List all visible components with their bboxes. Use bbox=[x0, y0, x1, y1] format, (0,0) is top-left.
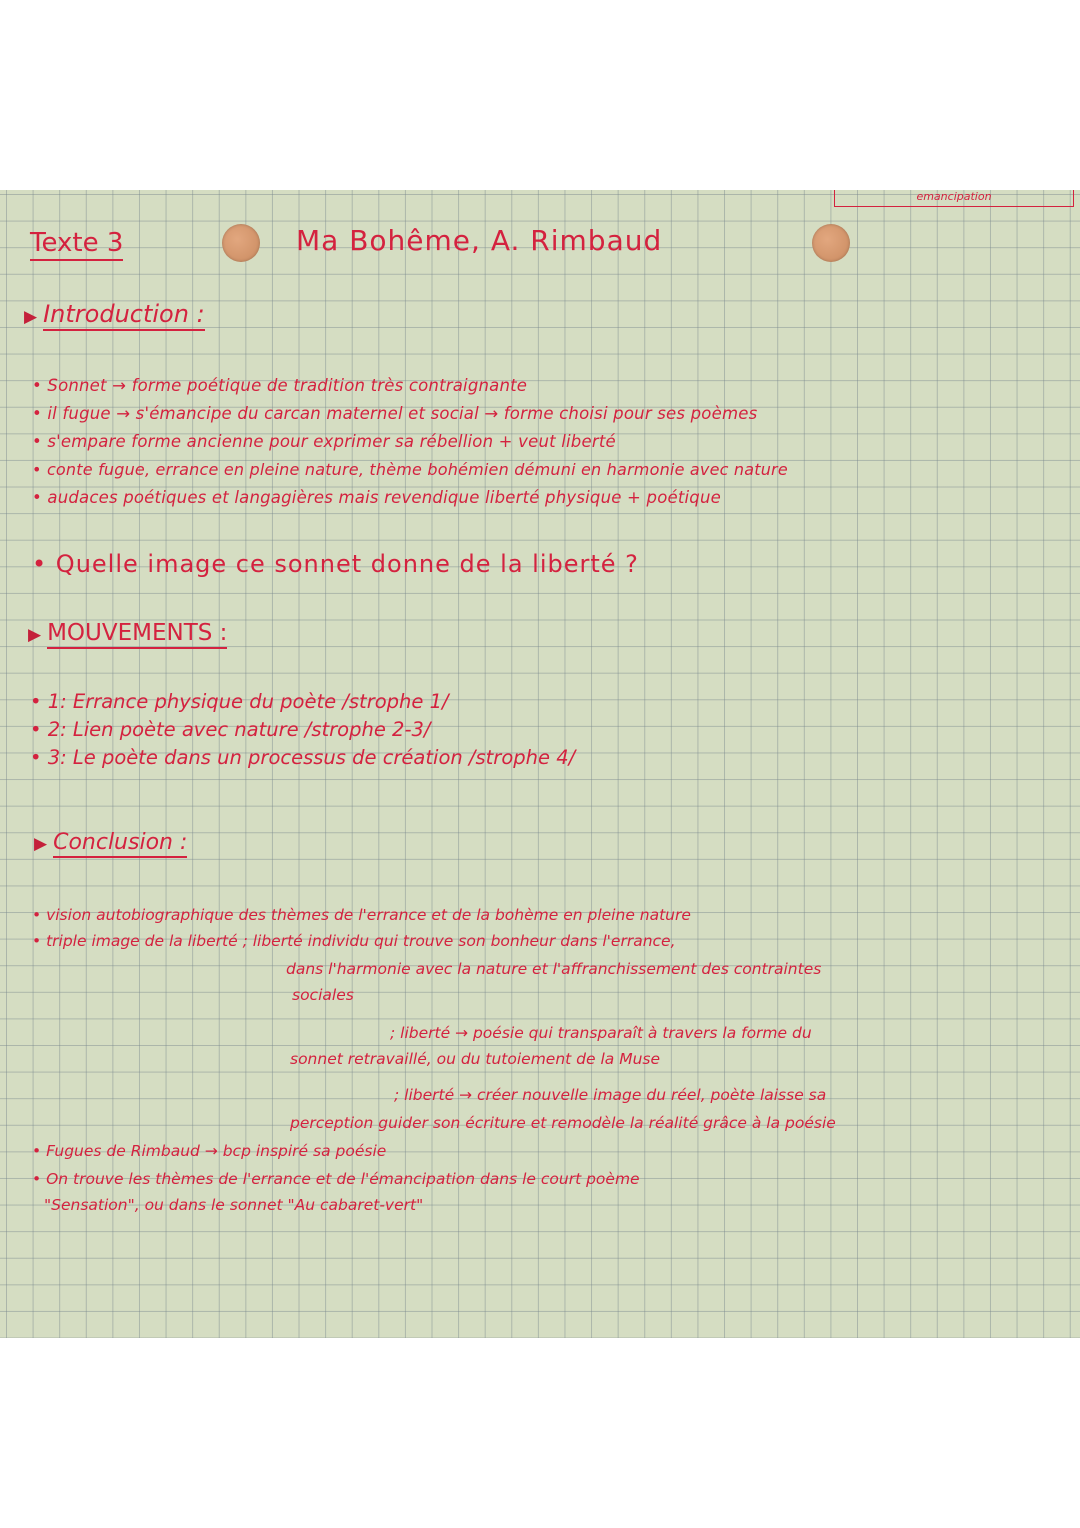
bullet-triangle-icon: ▶ bbox=[24, 307, 38, 327]
conclusion-line: ; liberté → créer nouvelle image du réel, poète laisse sa bbox=[394, 1086, 827, 1104]
intro-point: • Sonnet → forme poétique de tradition très contraignante bbox=[32, 376, 528, 395]
mouvements-heading: ▶ MOUVEMENTS : bbox=[28, 620, 227, 646]
mouvement-item: • 3: Le poète dans un processus de création /strophe 4/ bbox=[30, 746, 576, 769]
conclusion-line: sociales bbox=[292, 986, 354, 1004]
introduction-heading: ▶ Introduction : bbox=[24, 300, 205, 328]
intro-point: • audaces poétiques et langagières mais revendique liberté physique + poétique bbox=[32, 488, 721, 507]
conclusion-line: sonnet retravaillé, ou du tutoiement de la Muse bbox=[290, 1050, 661, 1068]
conclusion-heading: ▶ Conclusion : bbox=[34, 830, 187, 855]
conclusion-line: • vision autobiographique des thèmes de l'errance et de la bohème en pleine nature bbox=[32, 906, 691, 924]
intro-question: • Quelle image ce sonnet donne de la liberté ? bbox=[32, 550, 639, 578]
intro-point: • il fugue → s'émancipe du carcan maternel et social → forme choisi pour ses poèmes bbox=[32, 404, 758, 423]
intro-point: • conte fugue, errance en pleine nature, thème bohémien démuni en harmonie avec nature bbox=[32, 460, 788, 479]
punch-hole-left bbox=[222, 224, 260, 262]
punch-hole-right bbox=[812, 224, 850, 262]
page-title: Ma Bohême, A. Rimbaud bbox=[296, 224, 663, 257]
conclusion-line: • triple image de la liberté ; liberté individu qui trouve son bonheur dans l'errance, bbox=[32, 932, 676, 950]
notebook-page bbox=[0, 190, 1080, 1338]
texte-label: Texte 3 bbox=[30, 228, 123, 258]
bullet-triangle-icon: ▶ bbox=[34, 834, 48, 854]
conclusion-line: • On trouve les thèmes de l'errance et de l'émancipation dans le court poème bbox=[32, 1170, 640, 1188]
watermark-stamp: emancipation bbox=[834, 190, 1074, 207]
mouvement-item: • 1: Errance physique du poète /strophe 1/ bbox=[30, 690, 449, 713]
conclusion-line: • Fugues de Rimbaud → bcp inspiré sa poésie bbox=[32, 1142, 387, 1160]
conclusion-line: perception guider son écriture et remodèle la réalité grâce à la poésie bbox=[290, 1114, 836, 1132]
conclusion-line: ; liberté → poésie qui transparaît à travers la forme du bbox=[390, 1024, 812, 1042]
bullet-triangle-icon: ▶ bbox=[28, 625, 42, 645]
mouvement-item: • 2: Lien poète avec nature /strophe 2-3/ bbox=[30, 718, 431, 741]
conclusion-line: "Sensation", ou dans le sonnet "Au cabaret-vert" bbox=[44, 1196, 424, 1214]
intro-point: • s'empare forme ancienne pour exprimer sa rébellion + veut liberté bbox=[32, 432, 616, 451]
conclusion-line: dans l'harmonie avec la nature et l'affranchissement des contraintes bbox=[286, 960, 822, 978]
